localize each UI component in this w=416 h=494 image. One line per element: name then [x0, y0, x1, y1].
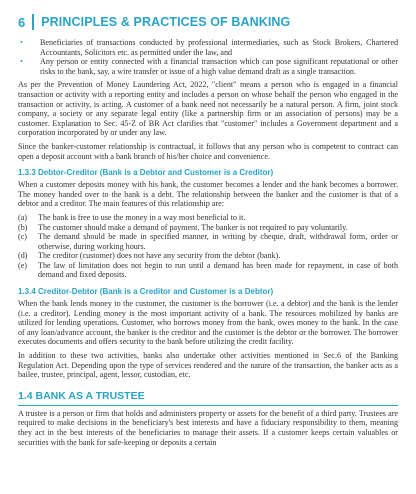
page-number: 6 [18, 14, 26, 30]
list-item: • Any person or entity connected with a financial transaction which can pose significant reputational or other risks to the bank, say, a wire transfer or issue of a high value demand draft as a single transaction. [20, 57, 398, 76]
list-item: (d) The creditor (customer) does not have any security from the debtor (bank). [18, 251, 281, 261]
bullet-icon: • [20, 57, 23, 67]
customer-bullet-list [18, 38, 398, 76]
section-1-4-paragraph-1: A trustee is a person or firm that holds and administers property or assets for the benefit of a third party. Trustees are required to make decisions in the beneficiary's best interests and have a fiduciary responsibility to them, meaning they act in the best interests of the beneficiaries to manage their assets. If a customer keeps certain valuables or securities with the bank for safe-keeping or deposits a certain [18, 408, 398, 447]
section-1-3-4-heading: 1.3.4 Creditor-Debtor (Bank is a Creditor and Customer is a Debtor) [18, 287, 274, 297]
list-item: (a) The bank is free to use the money in a way most beneficial to it. [18, 212, 246, 222]
list-item: • Beneficiaries of transactions conducted by professional intermediaries, such as Stock Brokers, Chartered Accountants, Solicitors etc. as permitted under the law, and [20, 38, 398, 57]
header-divider [32, 14, 34, 30]
running-title: PRINCIPLES & PRACTICES OF BANKING [41, 15, 291, 29]
page-header [18, 0, 398, 38]
section-1-3-3-heading: 1.3.3 Debtor-Creditor (Bank is a Debtor and Customer is a Creditor) [18, 168, 274, 178]
contractual-paragraph: Since the banker-customer relationship is contractual, it follows that any person who is competent to contract can open a deposit account with a bank branch of his/her choice and convenience. [18, 141, 398, 161]
section-1-3-4-paragraph-2: In addition to these two activities, banks also undertake other activities mentioned in Sec.6 of the Banking Regulation Act. Depending upon the type of services rendered and the nature of the transaction, the banker acts as a bailee, trustee, principal, agent, lessor, custodian, etc. [18, 351, 398, 380]
section-1-3-3-intro: When a customer deposits money with his bank, the customer becomes a lender and the bank becomes a borrower. The money handed over to the bank is a debt. The relationship between the banker and the customer is that of a debtor and a creditor. The main features of this relationship are: [18, 180, 398, 209]
list-item: (b) The customer should make a demand of payment. The banker is not required to pay voluntarily. [18, 222, 348, 232]
list-item: (c) The demand should be made in specified manner, in writing by cheque, draft, withdrawal form, order or otherwise, during working hours. [18, 232, 398, 251]
section-1-3-4-paragraph-1: When the bank lends money to the customer, the customer is the borrower (i.e. a debtor) and the bank is the lender (i.e. a creditor). Lending money is the most important activity of a bank. The resources mobilized by banks are utilized for lending operations. Customer, who borrows money from the bank, owes money to the bank. In the case of any loan/advance account, the banker is the creditor and the customer is the debtor or the borrower. The borrower executes documents and offers security to the bank before utilizing the credit facility. [18, 299, 398, 347]
section-1-4-heading: 1.4 BANK AS A TRUSTEE [18, 390, 398, 406]
list-item: (e) The law of limitation does not begin to run until a demand has been made for repayment, in case of both demand and fixed deposits. [18, 260, 398, 280]
debtor-creditor-features-list [18, 213, 398, 280]
bullet-icon: • [20, 38, 23, 47]
pmla-paragraph: As per the Prevention of Money Laundering Act, 2022, "client" means a person who is engaged in a financial transaction or activity with a reporting entity and includes a person on whose behalf the person who engaged in the transaction or activity, is acting. A customer of a bank need not necessarily be a natural person. A firm, joint stock company, a society or any separate legal entity (like a partnership firm or an association of persons) may be a customer. Explanation to Sec. 45-Z of BR Act clarifies that "customer" includes a Government department and a corporation incorporated by or under any law. [18, 80, 398, 138]
